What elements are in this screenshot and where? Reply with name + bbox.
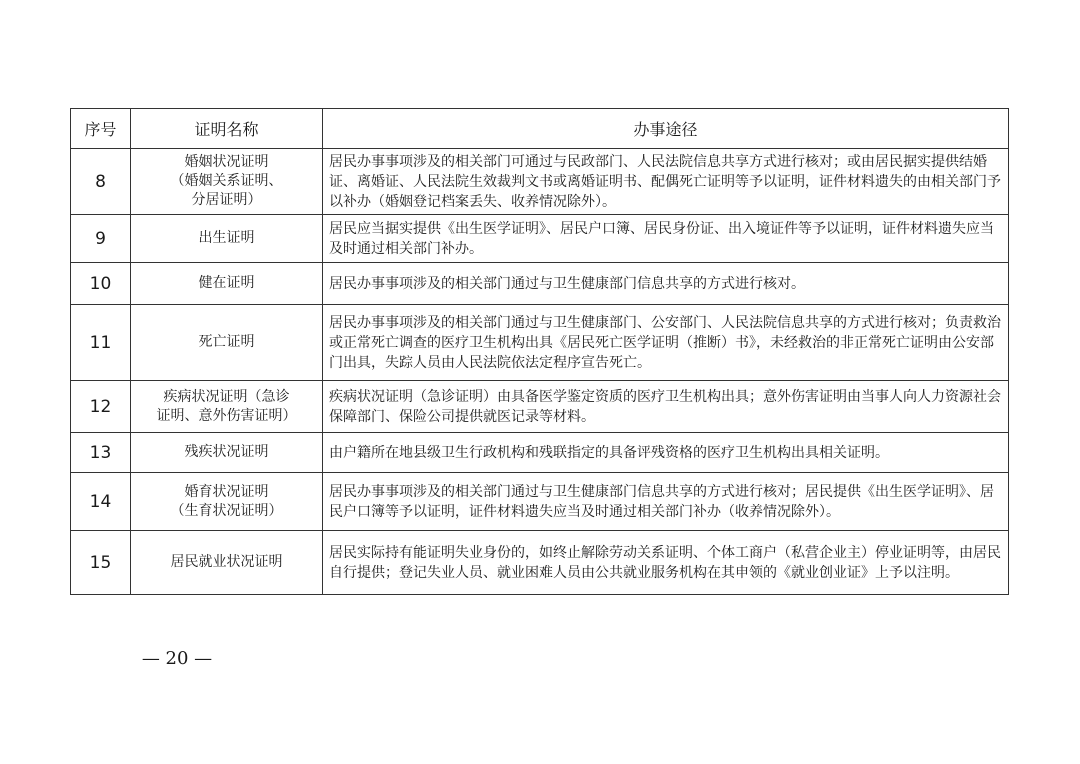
row-path: 由户籍所在地县级卫生行政机构和残联指定的具备评残资格的医疗卫生机构出具相关证明。 [323,433,1009,473]
row-index: 14 [71,473,131,531]
table-row [71,473,1009,531]
row-path: 居民应当据实提供《出生医学证明》、居民户口簿、居民身份证、出入境证件等予以证明，证件材料遗失应当及时通过相关部门补办。 [323,215,1009,263]
row-path: 疾病状况证明（急诊证明）由具备医学鉴定资质的医疗卫生机构出具；意外伤害证明由当事人向人力资源社会保障部门、保险公司提供就医记录等材料。 [323,381,1009,433]
row-name-line: 健在证明 [198,275,255,291]
table-row [71,305,1009,381]
row-name-line: 婚育状况证明 [184,483,269,500]
row-path: 居民实际持有能证明失业身份的，如终止解除劳动关系证明、个体工商户（私营企业主）停业证明等，由居民自行提供；登记失业人员、就业困难人员由公共就业服务机构在其申领的《就业创业证》上予以注明。 [323,531,1009,595]
row-index: 11 [71,305,131,381]
row-index: 8 [71,149,131,215]
table-row [71,263,1009,305]
table-row [71,433,1009,473]
table-header-row [71,109,1009,149]
row-name [131,433,323,473]
row-name [131,531,323,595]
header-name: 证明名称 [131,109,323,149]
row-name-line: 证明、意外伤害证明） [156,407,297,424]
row-name [131,263,323,305]
row-path: 居民办事事项涉及的相关部门通过与卫生健康部门信息共享的方式进行核对；居民提供《出生医学证明》、居民户口簿等予以证明，证件材料遗失应当及时通过相关部门补办（收养情况除外）。 [323,473,1009,531]
row-index: 15 [71,531,131,595]
row-name-line: 婚姻状况证明 [184,154,269,170]
row-name-line: 分居证明） [191,192,262,208]
row-path: 居民办事事项涉及的相关部门可通过与民政部门、人民法院信息共享方式进行核对；或由居民据实提供结婚证、离婚证、人民法院生效裁判文书或离婚证明书、配偶死亡证明等予以证明，证件材料遗失的由相关部门予以补办（婚姻登记档案丢失、收养情况除外）。 [323,149,1009,215]
row-name-line: 居民就业状况证明 [170,554,283,570]
row-index: 9 [71,215,131,263]
row-name-line: 死亡证明 [198,334,255,350]
row-name [131,215,323,263]
row-name-line: 出生证明 [198,230,255,246]
row-name-line: （生育状况证明） [170,502,283,519]
row-name-line: 残疾状况证明 [184,444,269,460]
table-row [71,381,1009,433]
row-name [131,381,323,433]
row-name [131,473,323,531]
table-row [71,149,1009,215]
row-index: 12 [71,381,131,433]
header-index: 序号 [71,109,131,149]
row-name [131,149,323,215]
page-number: — 20 — [141,648,213,669]
table-row [71,531,1009,595]
row-name-line: 疾病状况证明（急诊 [163,388,290,405]
header-path: 办事途径 [323,109,1009,149]
row-index: 10 [71,263,131,305]
row-name-line: （婚姻关系证明、 [170,173,283,189]
row-path: 居民办事事项涉及的相关部门通过与卫生健康部门、公安部门、人民法院信息共享的方式进行核对；负责救治或正常死亡调查的医疗卫生机构出具《居民死亡医学证明（推断）书》，未经救治的非正常死亡证明由公安部门出具，失踪人员由人民法院依法定程序宣告死亡。 [323,305,1009,381]
row-name [131,305,323,381]
table-row [71,215,1009,263]
row-path: 居民办事事项涉及的相关部门通过与卫生健康部门信息共享的方式进行核对。 [323,263,1009,305]
row-index: 13 [71,433,131,473]
certificate-table [70,108,1009,595]
